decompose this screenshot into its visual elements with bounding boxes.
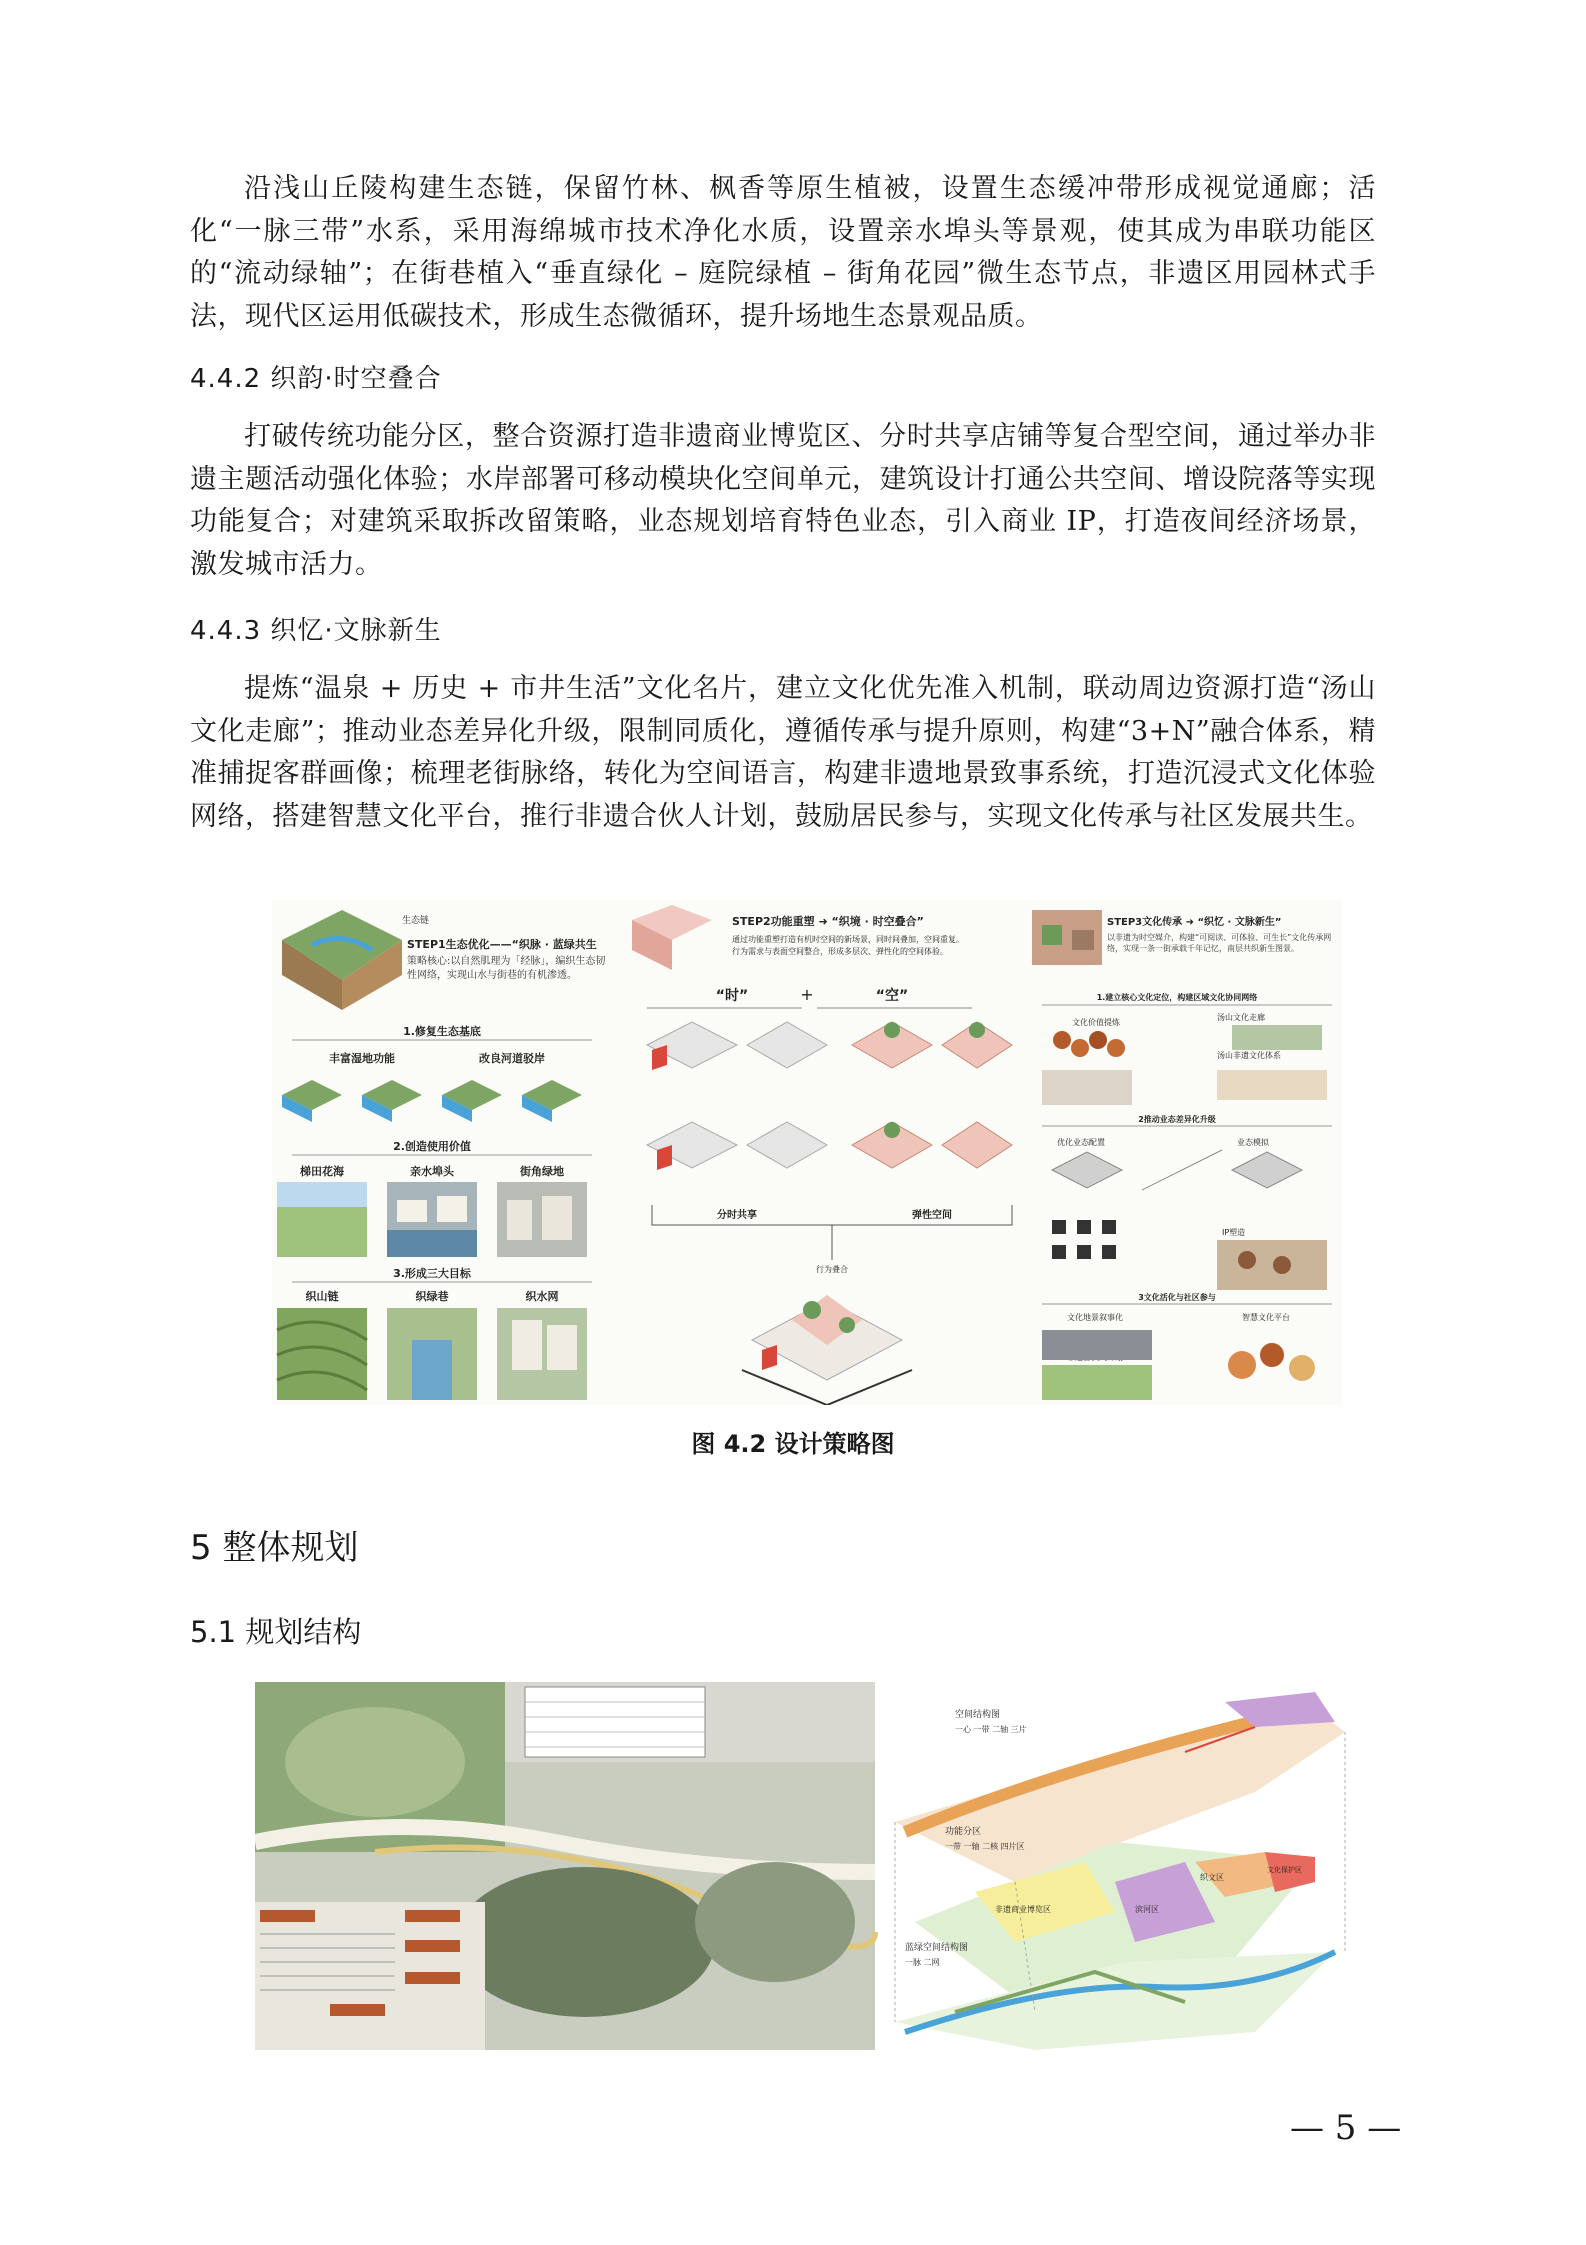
step3-section3: 3文化活化与社区参与 <box>1138 1293 1216 1302</box>
step2-plus: + <box>800 985 814 1004</box>
step1-section2: 2.创造使用价值 <box>393 1140 471 1153</box>
step1-section3: 3.形成三大目标 <box>393 1267 471 1280</box>
step3-node-a: 文化价值提炼 <box>1072 1018 1120 1027</box>
step3-node-b: 汤山文化走廊 <box>1217 1013 1265 1022</box>
step1-panel <box>277 910 607 1400</box>
step2-desc2: 行为需求与表面空间整合，形成多层次、弹性化的空间体验。 <box>732 947 948 956</box>
step1-use-b: 亲水埠头 <box>410 1165 454 1178</box>
step2-label-b: 弹性空间 <box>912 1210 952 1221</box>
subheading-4-4-3: 4.4.3 织忆·文脉新生 <box>190 616 442 646</box>
step2-label-a: 分时共享 <box>717 1210 757 1221</box>
step3-node-e: 业态模拟 <box>1237 1138 1269 1147</box>
step1-use-c: 街角绿地 <box>520 1165 564 1178</box>
step1-title: STEP1生态优化——“织脉 · 蓝绿共生 <box>407 938 597 951</box>
layer2-title: 功能分区 <box>945 1827 982 1837</box>
step2-time: “时” <box>715 988 749 1004</box>
step3-node-d: 优化业态配置 <box>1057 1138 1105 1147</box>
step3-node-f: 文化地景叙事化 <box>1067 1313 1123 1322</box>
zone-c-label: 滨河区 <box>1135 1905 1159 1914</box>
zone-b-label: 织文区 <box>1200 1873 1224 1882</box>
step3-panel <box>1032 910 1337 1400</box>
paragraph-culture: 提炼“温泉 + 历史 + 市井生活”文化名片，建立文化优先准入机制，联动周边资源打造“汤山文化走廊”；推动业态差异化升级，限制同质化，遵循传承与提升原则，构建“3+N”融合体系，精准捕捉客群画像；梳理老街脉络，转化为空间语言，构建非遗地景致事系统，打造沉浸式文化体验网络，搭建智慧文化平台，推行非遗合伙人计划，鼓励居民参与，实现文化传承与社区发展共生。 <box>190 673 1376 832</box>
page-number: — 5 — <box>1290 2108 1402 2148</box>
step3-node-i: IP塑造 <box>1222 1228 1246 1237</box>
zone-e-label: 文化保护区 <box>1267 1866 1302 1874</box>
section-5-1-title: 5.1 规划结构 <box>190 1615 362 1649</box>
planning-structure-figure <box>255 1682 1373 2050</box>
step3-section1: 1.建立核心文化定位，构建区域文化协同网络 <box>1096 993 1258 1002</box>
design-strategy-svg <box>272 900 1342 1405</box>
step2-panel <box>632 905 1012 1405</box>
layer2-sub: 一带 一轴 二核 四片区 <box>945 1842 1025 1851</box>
design-strategy-figure <box>272 900 1342 1405</box>
planning-structure-svg <box>255 1682 1373 2050</box>
step1-sub-b: 改良河道驳岸 <box>479 1052 545 1065</box>
step1-goal-c: 织水网 <box>525 1290 559 1303</box>
step1-core: 策略核心:以自然肌理为「经脉」，编织生态韧性网络，实现山水与街巷的有机渗透。 <box>407 956 606 981</box>
step2-center: 行为叠合 <box>816 1265 848 1274</box>
step3-node-g: 智慧文化平台 <box>1242 1313 1290 1322</box>
step1-sub-a: 丰富湿地功能 <box>329 1052 395 1065</box>
step2-title: STEP2功能重塑 ➜ “织境 · 时空叠合” <box>732 915 924 928</box>
step1-section1: 1.修复生态基底 <box>403 1025 481 1038</box>
step1-goal-a: 织山链 <box>305 1290 339 1303</box>
layer3-sub: 一脉 二网 <box>905 1958 940 1967</box>
figure-4-2-caption: 图 4.2 设计策略图 <box>691 1430 895 1458</box>
step1-use-a: 梯田花海 <box>300 1165 344 1178</box>
structure-layers-diagram <box>895 1692 1345 2050</box>
paragraph-ecology: 沿浅山丘陵构建生态链，保留竹林、枫香等原生植被，设置生态缓冲带形成视觉通廊；活化“一脉三带”水系，采用海绵城市技术净化水质，设置亲水埠头等景观，使其成为串联功能区的“流动绿轴”；在街巷植入“垂直绿化 – 庭院绿植 – 街角花园”微生态节点，非遗区用园林式手法，现代区运用低碳技术，形成生态微循环，提升场地生态景观品质。 <box>190 173 1376 332</box>
step3-node-c: 汤山非遗文化体系 <box>1217 1051 1281 1060</box>
layer3-title: 蓝绿空间结构图 <box>905 1943 969 1953</box>
subheading-4-4-2: 4.4.2 织韵·时空叠合 <box>190 364 442 394</box>
step1-goal-b: 织绿巷 <box>415 1290 449 1303</box>
step3-section2: 2推动业态差异化升级 <box>1138 1115 1216 1124</box>
step3-desc: 以非遗为时空媒介，构建“可阅读、可体验、可生长”文化传承网络，实现一条一街承载千年记忆，南层共织新生图景。 <box>1107 933 1332 953</box>
section-5-title: 5 整体规划 <box>190 1528 359 1568</box>
step1-corner-tag: 生态链 <box>402 916 430 926</box>
master-plan-map <box>255 1682 875 2050</box>
step3-title: STEP3文化传承 ➜ “织忆 · 文脉新生” <box>1107 917 1282 928</box>
layer1-title: 空间结构图 <box>955 1710 1001 1720</box>
step2-desc1: 通过功能重塑打造有机时空间的新场景，同时间叠加，空间重复。 <box>732 935 964 944</box>
step2-space: “空” <box>875 988 909 1004</box>
paragraph-function: 打破传统功能分区，整合资源打造非遗商业博览区、分时共享店铺等复合型空间，通过举办非遗主题活动强化体验；水岸部署可移动模块化空间单元，建筑设计打通公共空间、增设院落等实现功能复合；对建筑采取拆改留策略，业态规划培育特色业态，引入商业 IP，打造夜间经济场景，激发城市活力。 <box>190 421 1376 580</box>
layer1-sub: 一心 一带 二轴 三片 <box>955 1725 1027 1734</box>
zone-a-label: 非遗商业博览区 <box>995 1905 1051 1914</box>
